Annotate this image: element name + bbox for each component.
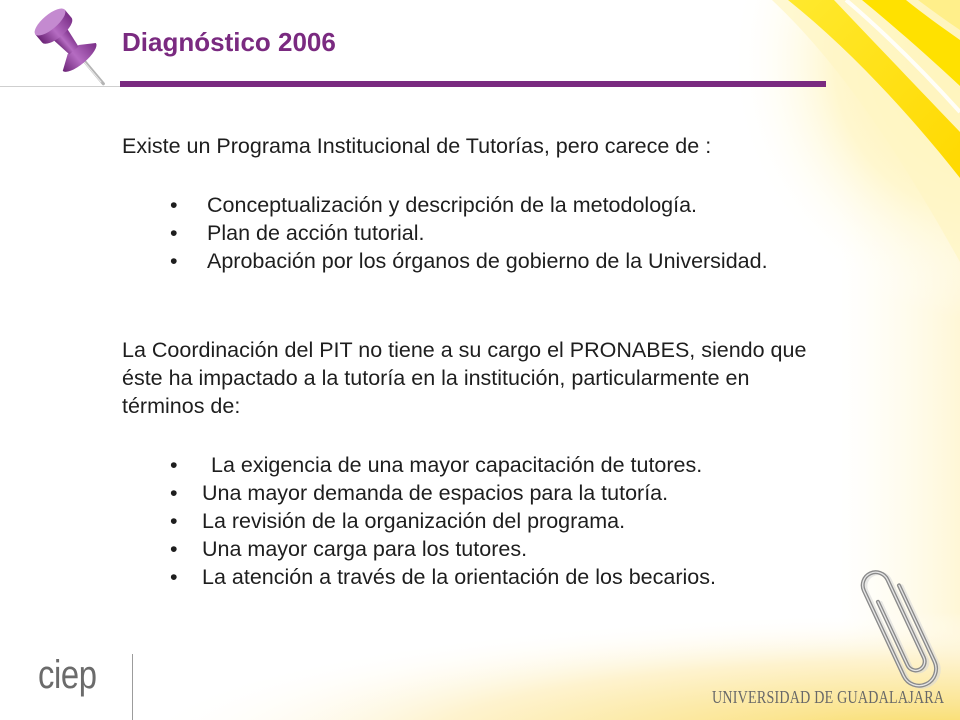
list-item xyxy=(0,535,960,563)
deficiency-list xyxy=(0,191,960,275)
bullet: • xyxy=(170,481,178,505)
list-item-text: Conceptualización y descripción de la metodología. xyxy=(207,193,698,217)
list-item-text: Plan de acción tutorial. xyxy=(207,221,425,245)
list-item-text: La exigencia de una mayor capacitación de tutores. xyxy=(211,453,703,477)
list-item-text: Una mayor carga para los tutores. xyxy=(202,537,528,561)
pushpin-needle-shine xyxy=(82,59,101,82)
list-item xyxy=(0,451,960,479)
list-item-text: La revisión de la organización del programa. xyxy=(202,509,626,533)
bullet: • xyxy=(170,221,178,245)
bullet: • xyxy=(170,565,178,589)
impact-list xyxy=(0,451,960,591)
pushpin-needle xyxy=(82,58,104,84)
footer-divider xyxy=(132,654,133,720)
university-logo: UNIVERSIDAD DE GUADALAJARA xyxy=(712,687,945,707)
coordination-paragraph: La Coordinación del PIT no tiene a su cargo el PRONABES, siendo que éste ha impactado a la tutoría en la institución, particularmente en términos de: xyxy=(122,338,807,418)
bullet: • xyxy=(170,537,178,561)
list-item-text: Aprobación por los órganos de gobierno de la Universidad. xyxy=(207,249,768,273)
yellow-swoosh-top-right xyxy=(700,0,960,330)
list-item xyxy=(0,507,960,535)
title-underline-gray xyxy=(0,86,122,87)
bullet: • xyxy=(170,509,178,533)
bullet: • xyxy=(170,453,178,477)
list-item xyxy=(0,219,960,247)
list-item-text: La atención a través de la orientación de los becarios. xyxy=(202,565,716,589)
list-item xyxy=(0,479,960,507)
pushpin-icon xyxy=(29,3,119,99)
list-item xyxy=(0,191,960,219)
intro-text: Existe un Programa Institucional de Tutorías, pero carece de : xyxy=(122,134,712,158)
title-underline xyxy=(120,81,826,87)
slide-title: Diagnóstico 2006 xyxy=(122,27,336,57)
bullet: • xyxy=(170,249,178,273)
list-item xyxy=(0,247,960,275)
list-item xyxy=(0,563,960,591)
ciep-logo: ciep xyxy=(38,653,97,697)
bullet: • xyxy=(170,193,178,217)
list-item-text: Una mayor demanda de espacios para la tutoría. xyxy=(202,481,669,505)
